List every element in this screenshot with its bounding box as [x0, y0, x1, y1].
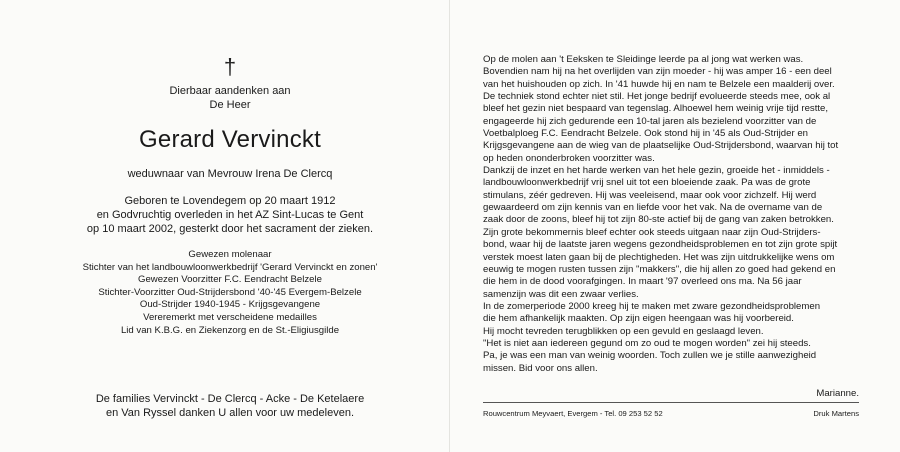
thanks-line: De families Vervinckt - De Clercq - Acke - De Ketelaere	[95, 393, 365, 405]
intro-line: De Heer	[209, 99, 251, 111]
bio-line: gewaardeerd om zijn kennis van en liefde voor het vak. Na de overname van de	[483, 202, 823, 214]
titles-list	[40, 249, 420, 337]
bio-line: Zijn grote bekommernis bleef echter ook steeds uitgaan naar zijn Oud-Strijders-	[483, 226, 821, 238]
title-line: Gewezen Voorzitter F.C. Eendracht Belzele	[138, 274, 322, 286]
bio-line: Hij mocht tevreden terugblikken op een gevuld en geslaagd leven.	[483, 325, 764, 337]
bio-line: op heden ononderbroken voorzitter was.	[483, 152, 655, 164]
bio-line: "Het is niet aan iedereen gegund om zo oud te mogen worden" zei hij steeds.	[483, 337, 811, 349]
bio-line: die hem afhankelijk maakten. Op zijn eigen heengaan was hij voorbereid.	[483, 313, 794, 325]
birth-death-dates	[40, 194, 420, 236]
bio-line: van het huishouden op zich. In '41 huwde hij en nam te Belzele een maalderij over.	[483, 78, 835, 90]
title-line: Vereremerkt met verscheidene medailles	[143, 311, 317, 323]
bio-line: Pa, je was een man van weinig woorden. Toch zullen we je stille aanwezigheid	[483, 350, 817, 362]
signature: Marianne.	[816, 388, 859, 399]
title-line: Stichter van het landbouwloonwerkbedrijf 'Gerard Vervinckt en zonen'	[82, 261, 378, 273]
footer-divider	[483, 402, 859, 403]
bio-line: Dankzij de inzet en het harde werken van het hele gezin, groeide het - inmiddels -	[483, 165, 830, 177]
bio-line: De techniek stond echter niet stil. Het jonge bedrijf evolueerde steeds mee, ook al	[483, 91, 831, 103]
intro-line: Dierbaar aandenken aan	[169, 85, 291, 97]
bio-line: die hem in de dood voorafgingen. In maart '97 overleed ons ma. Na 56 jaar	[483, 276, 802, 288]
bio-line: samenzijn was dit een zwaar verlies.	[483, 288, 639, 300]
fold-line	[449, 0, 450, 452]
bio-line: bond, waar hij de laatste jaren wegens gezondheidsproblemen en tot zijn grote spijt	[483, 239, 838, 251]
intro-text	[40, 84, 420, 112]
bio-line: bleef het gezin niet bespaard van tegenslag. Alhoewel hem weinig vrije tijd restte,	[483, 103, 829, 115]
bio-line: eeuwig te mogen rusten tussen zijn "makkers", die hij allen zo goed had gekend en	[483, 263, 836, 275]
cross-icon: †	[223, 54, 237, 79]
family-thanks	[40, 392, 420, 420]
title-line: Stichter-Voorzitter Oud-Strijdersbond '40-'45 Evergem-Belzele	[98, 286, 362, 298]
printer-credit: Druk Martens	[813, 409, 859, 418]
bio-line: landbouwloonwerkbedrijf vrij snel uit tot een bloeiende zaak. Pa was de grote	[483, 177, 811, 189]
bio-line: engageerde hij zich gedurende een 10-tal jaren als bezielend voorzitter van de	[483, 115, 817, 127]
bio-line: Voetbalploeg F.C. Eendracht Belzele. Ook stond hij in '45 als Oud-Strijder en	[483, 128, 809, 140]
deceased-name: Gerard Vervinckt	[139, 126, 321, 153]
bio-line: Krijgsgevangene aan de wieg van de plaatselijke Oud-Strijdersbond, waarvan hij tot	[483, 140, 839, 152]
date-line: Geboren te Lovendegem op 20 maart 1912	[124, 195, 336, 207]
spouse-line: weduwnaar van Mevrouw Irena De Clercq	[127, 168, 333, 180]
thanks-line: en Van Ryssel danken U allen voor uw medeleven.	[105, 407, 355, 419]
title-line: Lid van K.B.G. en Ziekenzorg en de St.-Eligiusgilde	[120, 324, 340, 336]
bio-line: verstek moest laten gaan bij de plechtigheden. Het was zijn uitdrukkelijke wens om	[483, 251, 835, 263]
bio-line: zaak door de zoons, bleef hij tot zijn 80-ste actief bij de gang van zaken betrokken.	[483, 214, 834, 226]
bio-line: Op de molen aan 't Eeksken te Sleidinge leerde pa al jong wat werken was.	[483, 54, 804, 65]
right-panel	[483, 0, 859, 452]
biography-text	[483, 54, 859, 375]
bio-line: missen. Bid voor ons allen.	[483, 362, 598, 374]
bio-line: In de zomerperiode 2000 kreeg hij te maken met zware gezondheidsproblemen	[483, 300, 821, 312]
left-panel	[40, 0, 420, 452]
title-line: Gewezen molenaar	[188, 249, 272, 260]
title-line: Oud-Strijder 1940-1945 - Krijgsgevangene	[139, 299, 321, 311]
bio-line: Bovendien nam hij na het overlijden van zijn moeder - hij was amper 16 - een deel	[483, 66, 832, 78]
funeral-home-credit: Rouwcentrum Meyvaert, Evergem - Tel. 09 253 52 52	[483, 409, 663, 418]
date-line: en Godvruchtig overleden in het AZ Sint-Lucas te Gent	[96, 209, 364, 221]
bio-line: stimulans, zéér gedreven. Hij was veeleisend, maar ook voor zichzelf. Hij werd	[483, 189, 817, 201]
date-line: op 10 maart 2002, gesterkt door het sacrament der zieken.	[86, 223, 374, 235]
